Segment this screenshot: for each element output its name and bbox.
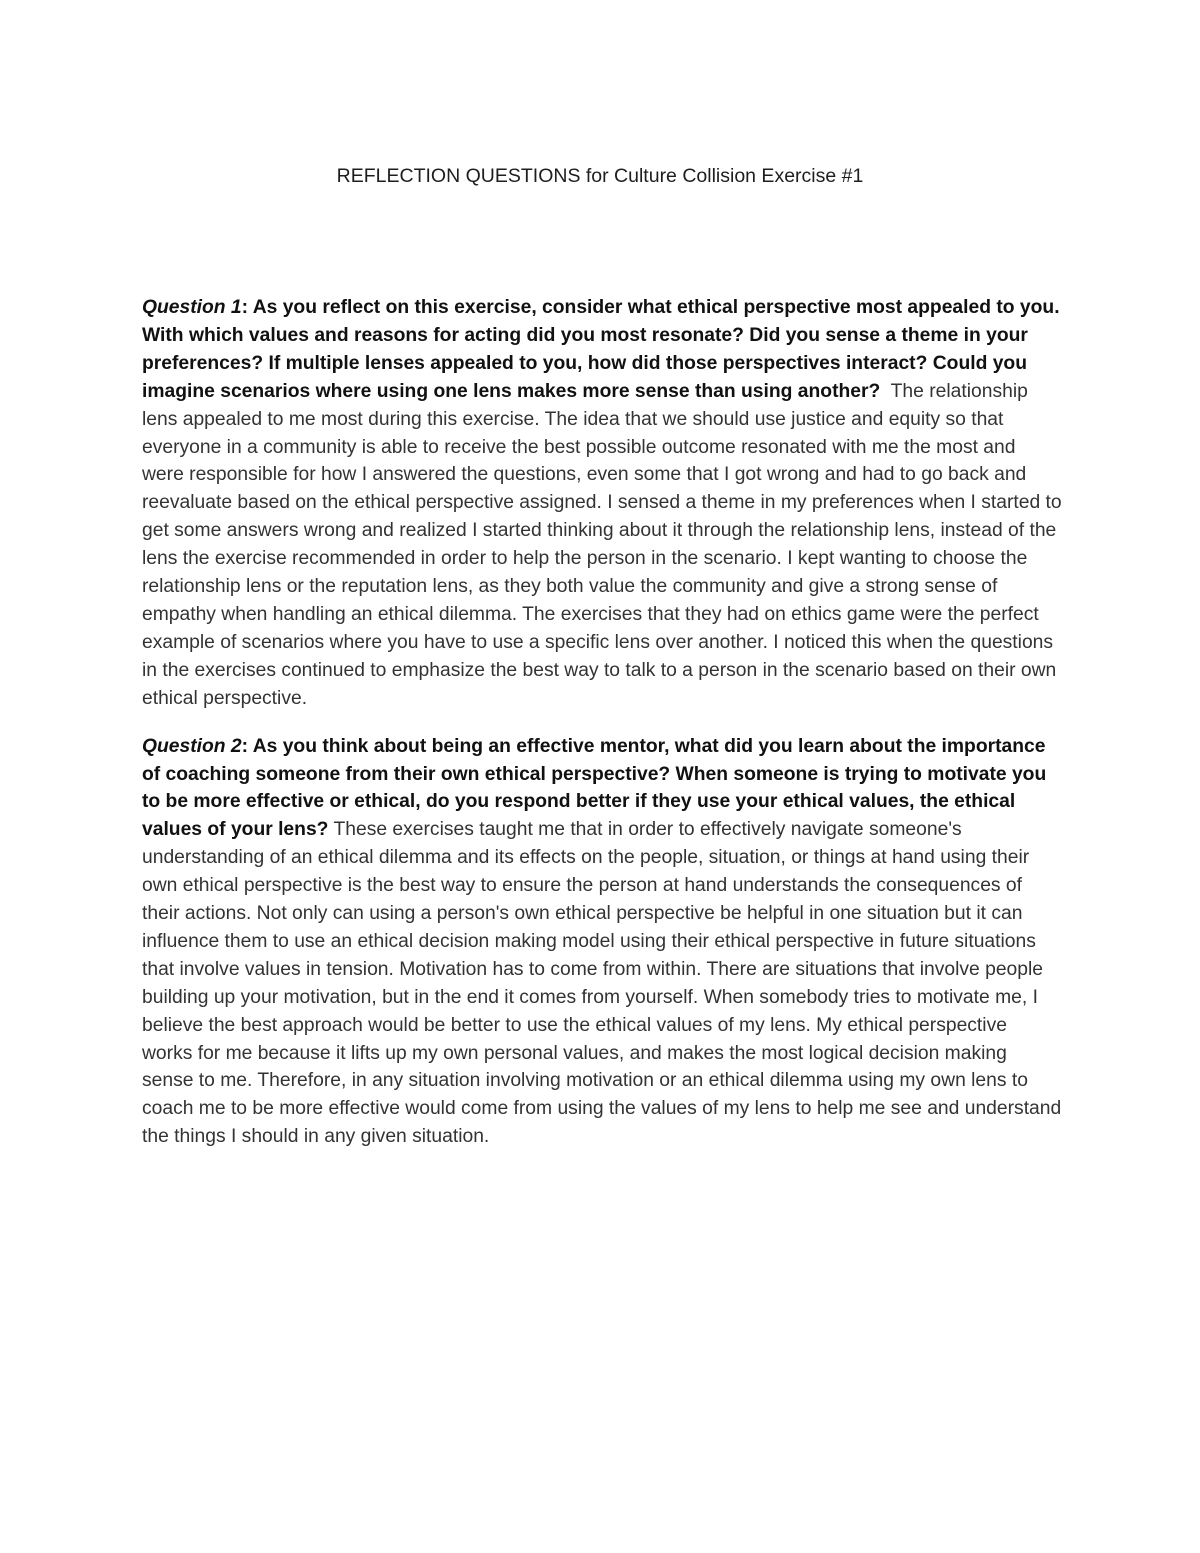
question-1-prompt: As you reflect on this exercise, consider what ethical perspective most appealed to you. With which values and reasons for acting did you most resonate? Did you sense a theme in your preferences? If multiple lenses appealed to you, how did those perspectives interact? Could you imagine scenarios where using one lens makes more sense than using another? — [142, 297, 1060, 402]
question-2-label: Question 2 — [142, 735, 242, 757]
question-2-paragraph — [142, 733, 1062, 1152]
question-1-answer: The relationship lens appealed to me most during this exercise. The idea that we should use justice and equity so that everyone in a community is able to receive the best possible outcome resonated with me the most and were responsible for how I answered the questions, even some that I got wrong and had to go back and reevaluate based on the ethical perspective assigned. I sensed a theme in my preferences when I started to get some answers wrong and realized I started thinking about it through the relationship lens, instead of the lens the exercise recommended in order to help the person in the scenario. I kept wanting to choose the relationship lens or the reputation lens, as they both value the community and give a strong sense of empathy when handling an ethical dilemma. The exercises that they had on ethics game were the perfect example of scenarios where you have to use a specific lens over another. I noticed this when the questions in the exercises continued to emphasize the best way to talk to a person in the scenario based on their own ethical perspective. — [142, 380, 1062, 709]
question-1-label: Question 1 — [142, 297, 242, 318]
question-2-colon: : — [241, 735, 253, 757]
document-body — [142, 294, 1062, 1171]
question-2-prompt: As you think about being an effective mentor, what did you learn about the importance of coaching someone from their own ethical perspective? When someone is trying to motivate you to be more effective or ethical, do you respond better if they use your ethical values, the ethical values of your lens? — [142, 735, 1047, 841]
question-1-colon: : — [241, 297, 253, 318]
question-1-paragraph — [142, 294, 1062, 713]
question-2-answer: These exercises taught me that in order to effectively navigate someone's understanding of an ethical dilemma and its effects on the people, situation, or things at hand using their own ethical perspective is the best way to ensure the person at hand understands the consequences of their actions. Not only can using a person's own ethical perspective be helpful in one situation but it can influence them to use an ethical decision making model using their ethical perspective in future situations that involve values in tension. Motivation has to come from within. There are situations that involve people building up your motivation, but in the end it comes from yourself. When somebody tries to motivate me, I believe the best approach would be better to use the ethical values of my lens. My ethical perspective works for me because it lifts up my own personal values, and makes the most logical decision making sense to me. Therefore, in any situation involving motivation or an ethical dilemma using my own lens to coach me to be more effective would come from using the values of my lens to help me see and understand the things I should in any given situation. — [142, 819, 1062, 1148]
document-title: REFLECTION QUESTIONS for Culture Collision Exercise #1 — [336, 165, 864, 187]
